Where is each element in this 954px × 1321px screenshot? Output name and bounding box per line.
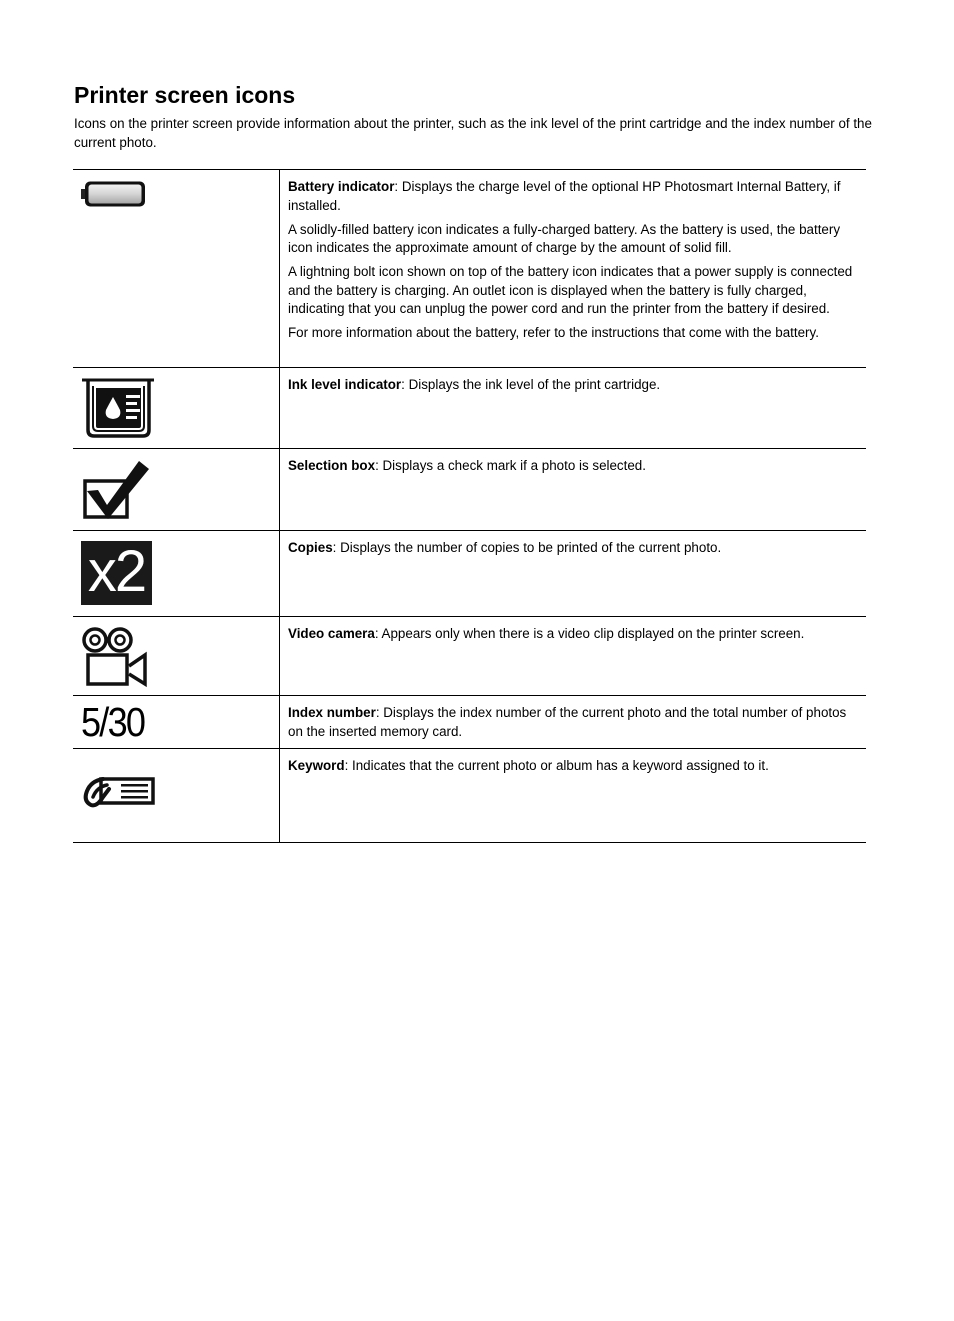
description-cell xyxy=(280,449,867,531)
table-row xyxy=(73,617,866,696)
keyword-tag-icon xyxy=(81,775,157,814)
description-paragraph: A lightning bolt icon shown on top of the battery icon indicates that a power supply is connected and the battery is charging. An outlet icon is displayed when the battery is fully charged, indicating that you can unplug the power cord and run the printer from the battery if desired. xyxy=(288,264,853,316)
term-label: Copies xyxy=(288,540,333,555)
icon-cell xyxy=(73,749,280,843)
icon-cell xyxy=(73,531,280,617)
term-label: Battery indicator xyxy=(288,179,395,194)
description-paragraph: For more information about the battery, refer to the instructions that come with the battery. xyxy=(288,325,819,340)
icon-cell xyxy=(73,170,280,368)
description-cell xyxy=(280,749,867,843)
index-number-icon: 5/30 xyxy=(81,699,145,745)
checkbox-checked-icon xyxy=(81,459,151,526)
description-paragraph: Battery indicator: Displays the charge level of the optional HP Photosmart Internal Battery, if installed. xyxy=(288,179,841,213)
description-cell xyxy=(280,368,867,449)
table-row xyxy=(73,170,866,368)
icon-cell xyxy=(73,696,280,749)
description-cell xyxy=(280,696,867,749)
ink-level-icon xyxy=(81,378,155,443)
table-row xyxy=(73,749,866,843)
description-cell xyxy=(280,531,867,617)
description-paragraph: Index number: Displays the index number of the current photo and the total number of photos on the inserted memory card. xyxy=(288,705,847,739)
page-title: Printer screen icons xyxy=(74,82,296,108)
description-cell xyxy=(280,170,867,368)
battery-icon xyxy=(81,180,147,213)
table-row xyxy=(73,449,866,531)
description-paragraph: Video camera: Appears only when there is a video clip displayed on the printer screen. xyxy=(288,626,805,641)
description-paragraph: Selection box: Displays a check mark if a photo is selected. xyxy=(288,458,646,473)
icon-table xyxy=(73,169,866,843)
description-cell xyxy=(280,617,867,696)
table-row xyxy=(73,368,866,449)
description-paragraph: Keyword: Indicates that the current photo or album has a keyword assigned to it. xyxy=(288,758,769,773)
term-label: Keyword xyxy=(288,758,345,773)
description-paragraph: Copies: Displays the number of copies to be printed of the current photo. xyxy=(288,540,722,555)
term-label: Video camera xyxy=(288,626,375,641)
term-label: Ink level indicator xyxy=(288,377,402,392)
description-paragraph: Ink level indicator: Displays the ink level of the print cartridge. xyxy=(288,377,661,392)
icon-cell xyxy=(73,617,280,696)
copies-icon: x2 xyxy=(81,541,152,605)
icon-cell xyxy=(73,449,280,531)
icon-cell xyxy=(73,368,280,449)
description-paragraph: A solidly-filled battery icon indicates a fully-charged battery. As the battery is used, the battery icon indicates the approximate amount of charge by the amount of solid fill. xyxy=(288,221,841,255)
table-row xyxy=(73,531,866,617)
term-label: Index number xyxy=(288,705,376,720)
intro-paragraph: Icons on the printer screen provide information about the printer, such as the ink level of the print cartridge and the index number of the current photo. xyxy=(74,116,872,150)
term-label: Selection box xyxy=(288,458,376,473)
video-camera-icon xyxy=(81,626,149,693)
table-row xyxy=(73,696,866,749)
